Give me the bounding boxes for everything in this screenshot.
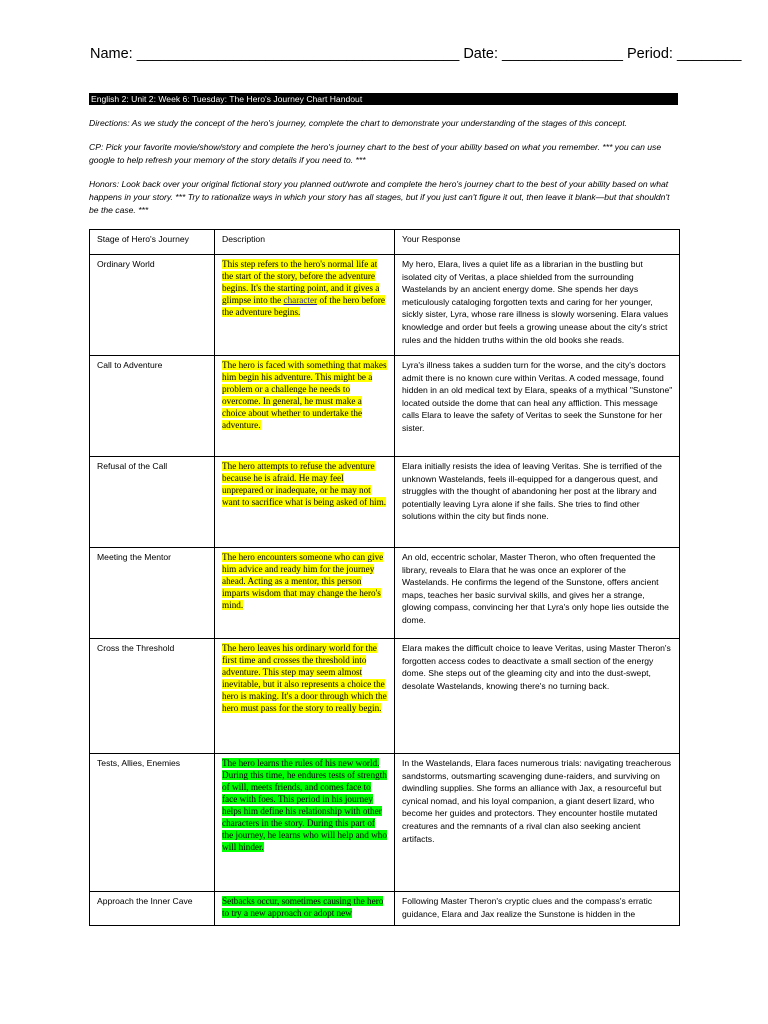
description-text: The hero learns the rules of his new world. During this time, he endures tests of strength of will, meets friends, and comes face to face with foes. This period in his journey helps him define his relationship with other characters in the story. During this part of the journey, he learns who will help and who will hinder. — [222, 758, 387, 852]
header-your-response: Your Response — [395, 230, 680, 255]
header-stage: Stage of Hero's Journey — [90, 230, 215, 255]
response-text: In the Wastelands, Elara faces numerous trials: navigating treacherous sandstorms, outsmarting scavenging dune-raiders, and surviving on dwindling supplies. She forms an alliance with Jax, a resourceful but cynical nomad, and his loyal companion, a giant desert lizard, who become her guides and protectors. They encounter hostile mutated creatures and the remnants of a rival clan also seeking ancient artifacts. — [402, 758, 672, 844]
table-row — [90, 892, 680, 926]
response-text: Following Master Theron's cryptic clues and the compass's erratic guidance, Elara and Jax realize the Sunstone is hidden in the — [402, 896, 653, 919]
response-cell[interactable] — [395, 255, 680, 356]
stage-cross-the-threshold: Cross the Threshold — [90, 639, 215, 754]
table-row — [90, 356, 680, 457]
header-description: Description — [215, 230, 395, 255]
description-clip — [222, 895, 387, 921]
description-text: The hero encounters someone who can give him advice and ready him for the journey ahead. Acting as a mentor, this person imparts wisdom that may change the hero's mind. — [222, 552, 384, 610]
description-cell — [215, 255, 395, 356]
response-text: My hero, Elara, lives a quiet life as a librarian in the bustling but isolated city of Veritas, a place shielded from the surrounding Wastelands by an ancient energy dome. She spends her days meticulously cataloging forgotten texts and caring for her younger, sickly sister, Lyra, whose rare illness is slowly worsening. Elara values knowledge and order but feels a growing unease about the city's strict rules and the hidden truths within the old books she reads. — [402, 259, 669, 345]
response-cell[interactable] — [395, 356, 680, 457]
stage-meeting-the-mentor: Meeting the Mentor — [90, 548, 215, 639]
description-cell — [215, 457, 395, 548]
description-part: This step refers to the hero's normal life at the start of the story, before the adventure begins. It's the starting point, and it gives a glimpse into the — [222, 259, 380, 305]
description-cell — [215, 356, 395, 457]
heros-journey-chart — [89, 229, 680, 926]
response-cell[interactable] — [395, 639, 680, 754]
name-date-period-line: Name: ________________________________________ Date: _______________ Period: ________ — [90, 46, 742, 62]
description-cell — [215, 548, 395, 639]
description-cell — [215, 892, 395, 926]
stage-refusal-of-the-call: Refusal of the Call — [90, 457, 215, 548]
stage-call-to-adventure: Call to Adventure — [90, 356, 215, 457]
description-text — [222, 259, 385, 317]
handout-title-bar: English 2: Unit 2: Week 6: Tuesday: The Hero's Journey Chart Handout — [89, 93, 678, 105]
table-header-row — [90, 230, 680, 255]
response-cell[interactable] — [395, 457, 680, 548]
description-text: Setbacks occur, sometimes causing the hero to try a new approach or adopt new — [222, 896, 384, 918]
description-text: The hero leaves his ordinary world for the first time and crosses the threshold into adventure. This step may seem almost inevitable, but it also represents a choice the hero is making. It's a door through which the hero must pass for the story to really begin. — [222, 643, 387, 713]
response-text: An old, eccentric scholar, Master Theron, who often frequented the library, reveals to Elara that he was once an explorer of the Wastelands. He confirms the legend of the Sunstone, offers ancient maps, teaches her basic survival skills, and gives her a strange, glowing compass, convincing her that Lyra's only hope lies outside the dome. — [402, 552, 669, 625]
response-text: Lyra's illness takes a sudden turn for the worse, and the city's doctors admit there is no known cure within Veritas. A coded message, found hidden in an old medical text by Elara, speaks of a mythical "Sunstone" located outside the dome that can heal any affliction. This message calls Elara to leave the safety of Veritas to seek the Sunstone for her sister. — [402, 360, 673, 433]
table-row — [90, 548, 680, 639]
response-text: Elara makes the difficult choice to leave Veritas, using Master Theron's forgotten access codes to deactivate a small section of the energy dome. She steps out of the gleaming city and into the dust-swept, desolate Wastelands, knowing there's no turning back. — [402, 643, 671, 691]
description-cell — [215, 639, 395, 754]
table-row — [90, 457, 680, 548]
response-cell[interactable] — [395, 548, 680, 639]
cp-instructions: CP: Pick your favorite movie/show/story and complete the hero's journey chart to the best of your ability based on what you remember. *** you can use google to help refresh your memory of the story details if you need to. *** — [89, 142, 662, 165]
response-clip — [402, 895, 673, 921]
stage-ordinary-world: Ordinary World — [90, 255, 215, 356]
response-cell[interactable] — [395, 892, 680, 926]
description-part: of the hero before the adventure begins. — [222, 295, 386, 317]
honors-instructions: Honors: Look back over your original fictional story you planned out/wrote and complete the hero's journey chart to the best of your ability based on what happens in your story. *** Try to rationalize ways in which your story has all stages, but if you just can't figure it out, then leave it blank—but that shouldn't be the case. *** — [89, 179, 670, 215]
description-text: The hero is faced with something that makes him begin his adventure. This might be a problem or a challenge he needs to overcome. In general, he must make a choice about whether to undertake the adventure. — [222, 360, 387, 430]
stage-approach-the-inner-cave: Approach the Inner Cave — [90, 892, 215, 926]
table-row — [90, 255, 680, 356]
directions-text: Directions: As we study the concept of the hero's journey, complete the chart to demonstrate your understanding of the stages of this concept. — [89, 118, 628, 128]
table-row — [90, 754, 680, 892]
response-text: Elara initially resists the idea of leaving Veritas. She is terrified of the unknown Wastelands, feels ill-equipped for a dangerous quest, and struggles with the thought of abandoning her post at the library and potentially leaving Lyra alone if she fails. She tries to find other solutions within the city but finds none. — [402, 461, 662, 522]
table-row — [90, 639, 680, 754]
description-text: The hero attempts to refuse the adventure because he is afraid. He may feel unprepared or inadequate, or he may not want to sacrifice what is being asked of him. — [222, 461, 387, 507]
stage-tests-allies-enemies: Tests, Allies, Enemies — [90, 754, 215, 892]
description-cell — [215, 754, 395, 892]
response-cell[interactable] — [395, 754, 680, 892]
character-link[interactable]: character — [283, 295, 318, 305]
